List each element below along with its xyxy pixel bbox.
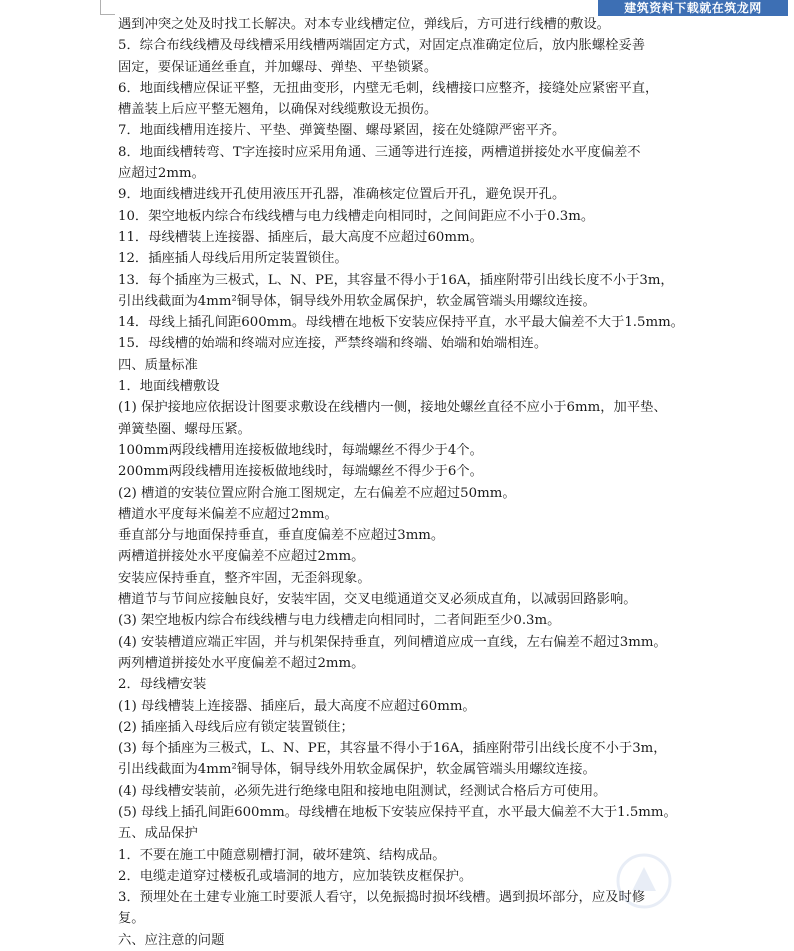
- text-line: 复。: [118, 911, 145, 927]
- faint-logo-icon: [614, 851, 674, 911]
- text-line: (4) 安装槽道应端正牢固，并与机架保持垂直，列间槽道应成一直线，左右偏差不超过3mm。: [118, 634, 667, 650]
- text-line: 6．地面线槽应保证平整，无扭曲变形，内壁无毛刺，线槽接口应整齐，接缝处应紧密平直，: [118, 80, 659, 96]
- text-line: (3) 架空地板内综合布线线槽与电力线槽走向相同时，二者间距至少0.3m。: [118, 613, 561, 629]
- text-line: (5) 母线上插孔间距600mm。母线槽在地板下安装应保持平直，水平最大偏差不大于1.5mm。: [118, 804, 677, 820]
- text-line: (1) 母线槽装上连接器、插座后，最大高度不应超过60mm。: [118, 698, 476, 714]
- text-line: 13．每个插座为三极式，L、N、PE，其容量不得小于16A，插座附带引出线长度不小于3m，: [118, 272, 674, 288]
- text-line: 9．地面线槽进线开孔使用液压开孔器，准确核定位置后开孔，避免误开孔。: [118, 187, 566, 203]
- text-line: (2) 槽道的安装位置应附合施工图规定，左右偏差不应超过50mm。: [118, 485, 516, 501]
- text-line: 11．母线槽装上连接器、插座后，最大高度不应超过60mm。: [118, 229, 483, 245]
- text-line: 引出线截面为4mm²铜导体，铜导线外用软金属保护，软金属管端头用螺纹连接。: [118, 293, 596, 309]
- text-line: 8．地面线槽转弯、T字连接时应采用角通、三通等进行连接，两槽道拼接处水平度偏差不: [118, 144, 641, 160]
- text-line: 应超过2mm。: [118, 166, 205, 182]
- text-line: 固定，要保证通丝垂直，并加螺母、弹垫、平垫锁紧。: [118, 59, 438, 75]
- site-watermark: 建筑资料下载就在筑龙网: [598, 0, 788, 16]
- text-line: 7．地面线槽用连接片、平垫、弹簧垫圈、螺母紧固，接在处缝隙严密平齐。: [118, 123, 566, 139]
- page-corner-mark: [100, 0, 115, 15]
- text-line: 遇到冲突之处及时找工长解决。对本专业线槽定位，弹线后，方可进行线槽的敷设。: [118, 17, 610, 32]
- text-line: 槽道水平度每米偏差不应超过2mm。: [118, 506, 338, 522]
- text-line: 四、质量标准: [118, 357, 198, 373]
- text-line: 12．插座插人母线后用所定装置锁住。: [118, 251, 348, 267]
- text-line: 槽盖装上后应平整无翘角，以确保对线缆敷设无损伤。: [118, 102, 438, 118]
- text-line: 5．综合布线线槽及母线槽采用线槽两端固定方式，对固定点准确定位后，放内胀螺栓妥善: [118, 38, 646, 54]
- text-line: 槽道节与节间应接触良好，安装牢固，交叉电缆通道交叉必须成直角，以减弱回路影响。: [118, 592, 637, 608]
- text-line: (3) 每个插座为三极式，L、N、PE，其容量不得小于16A，插座附带引出线长度不小于3m，: [118, 741, 667, 757]
- text-line: 弹簧垫圈、螺母压紧。: [118, 421, 251, 437]
- text-line: 2．母线槽安装: [118, 677, 207, 693]
- text-line: (1) 保护接地应依据设计图要求敷设在线槽内一侧，接地处螺丝直径不应小于6mm，加平垫、: [118, 400, 667, 416]
- text-line: 六、应注意的问题: [118, 932, 225, 948]
- text-line: 安装应保持垂直，整齐牢固，无歪斜现象。: [118, 570, 371, 586]
- text-line: (2) 插座插入母线后应有锁定装置锁住；: [118, 719, 354, 735]
- text-line: 1．不要在施工中随意剔槽打洞，破坏建筑、结构成品。: [118, 847, 446, 863]
- text-line: (4) 母线槽安装前，必须先进行绝缘电阻和接地电阻测试，经测试合格后方可使用。: [118, 783, 607, 799]
- text-line: 引出线截面为4mm²铜导体，铜导线外用软金属保护，软金属管端头用螺纹连接。: [118, 762, 596, 778]
- text-line: 两列槽道拼接处水平度偏差不超过2mm。: [118, 655, 365, 671]
- text-line: 2．电缆走道穿过楼板孔或墙洞的地方，应加装铁皮框保护。: [118, 868, 473, 884]
- text-line: 3．预埋处在土建专业施工时要派人看守，以免振捣时损坏线槽。遇到损坏部分，应及时修: [118, 890, 646, 906]
- text-line: 200mm两段线槽用连接板做地线时，每端螺丝不得少于6个。: [118, 464, 483, 480]
- text-line: 100mm两段线槽用连接板做地线时，每端螺丝不得少于4个。: [118, 442, 483, 458]
- text-line: 15．母线槽的始端和终端对应连接，严禁终端和终端、始端和始端相连。: [118, 336, 548, 352]
- text-line: 10．架空地板内综合布线线槽与电力线槽走向相同时，之间间距应不小于0.3m。: [118, 208, 595, 224]
- text-line: 垂直部分与地面保持垂直，垂直度偏差不应超过3mm。: [118, 528, 445, 544]
- text-line: 1．地面线槽敷设: [118, 379, 220, 395]
- text-line: 两槽道拼接处水平度偏差不应超过2mm。: [118, 549, 365, 565]
- document-body: [118, 14, 684, 951]
- text-line: 14．母线上插孔间距600mm。母线槽在地板下安装应保持平直，水平最大偏差不大于1.5mm。: [118, 315, 684, 331]
- text-line: 五、成品保护: [118, 826, 198, 842]
